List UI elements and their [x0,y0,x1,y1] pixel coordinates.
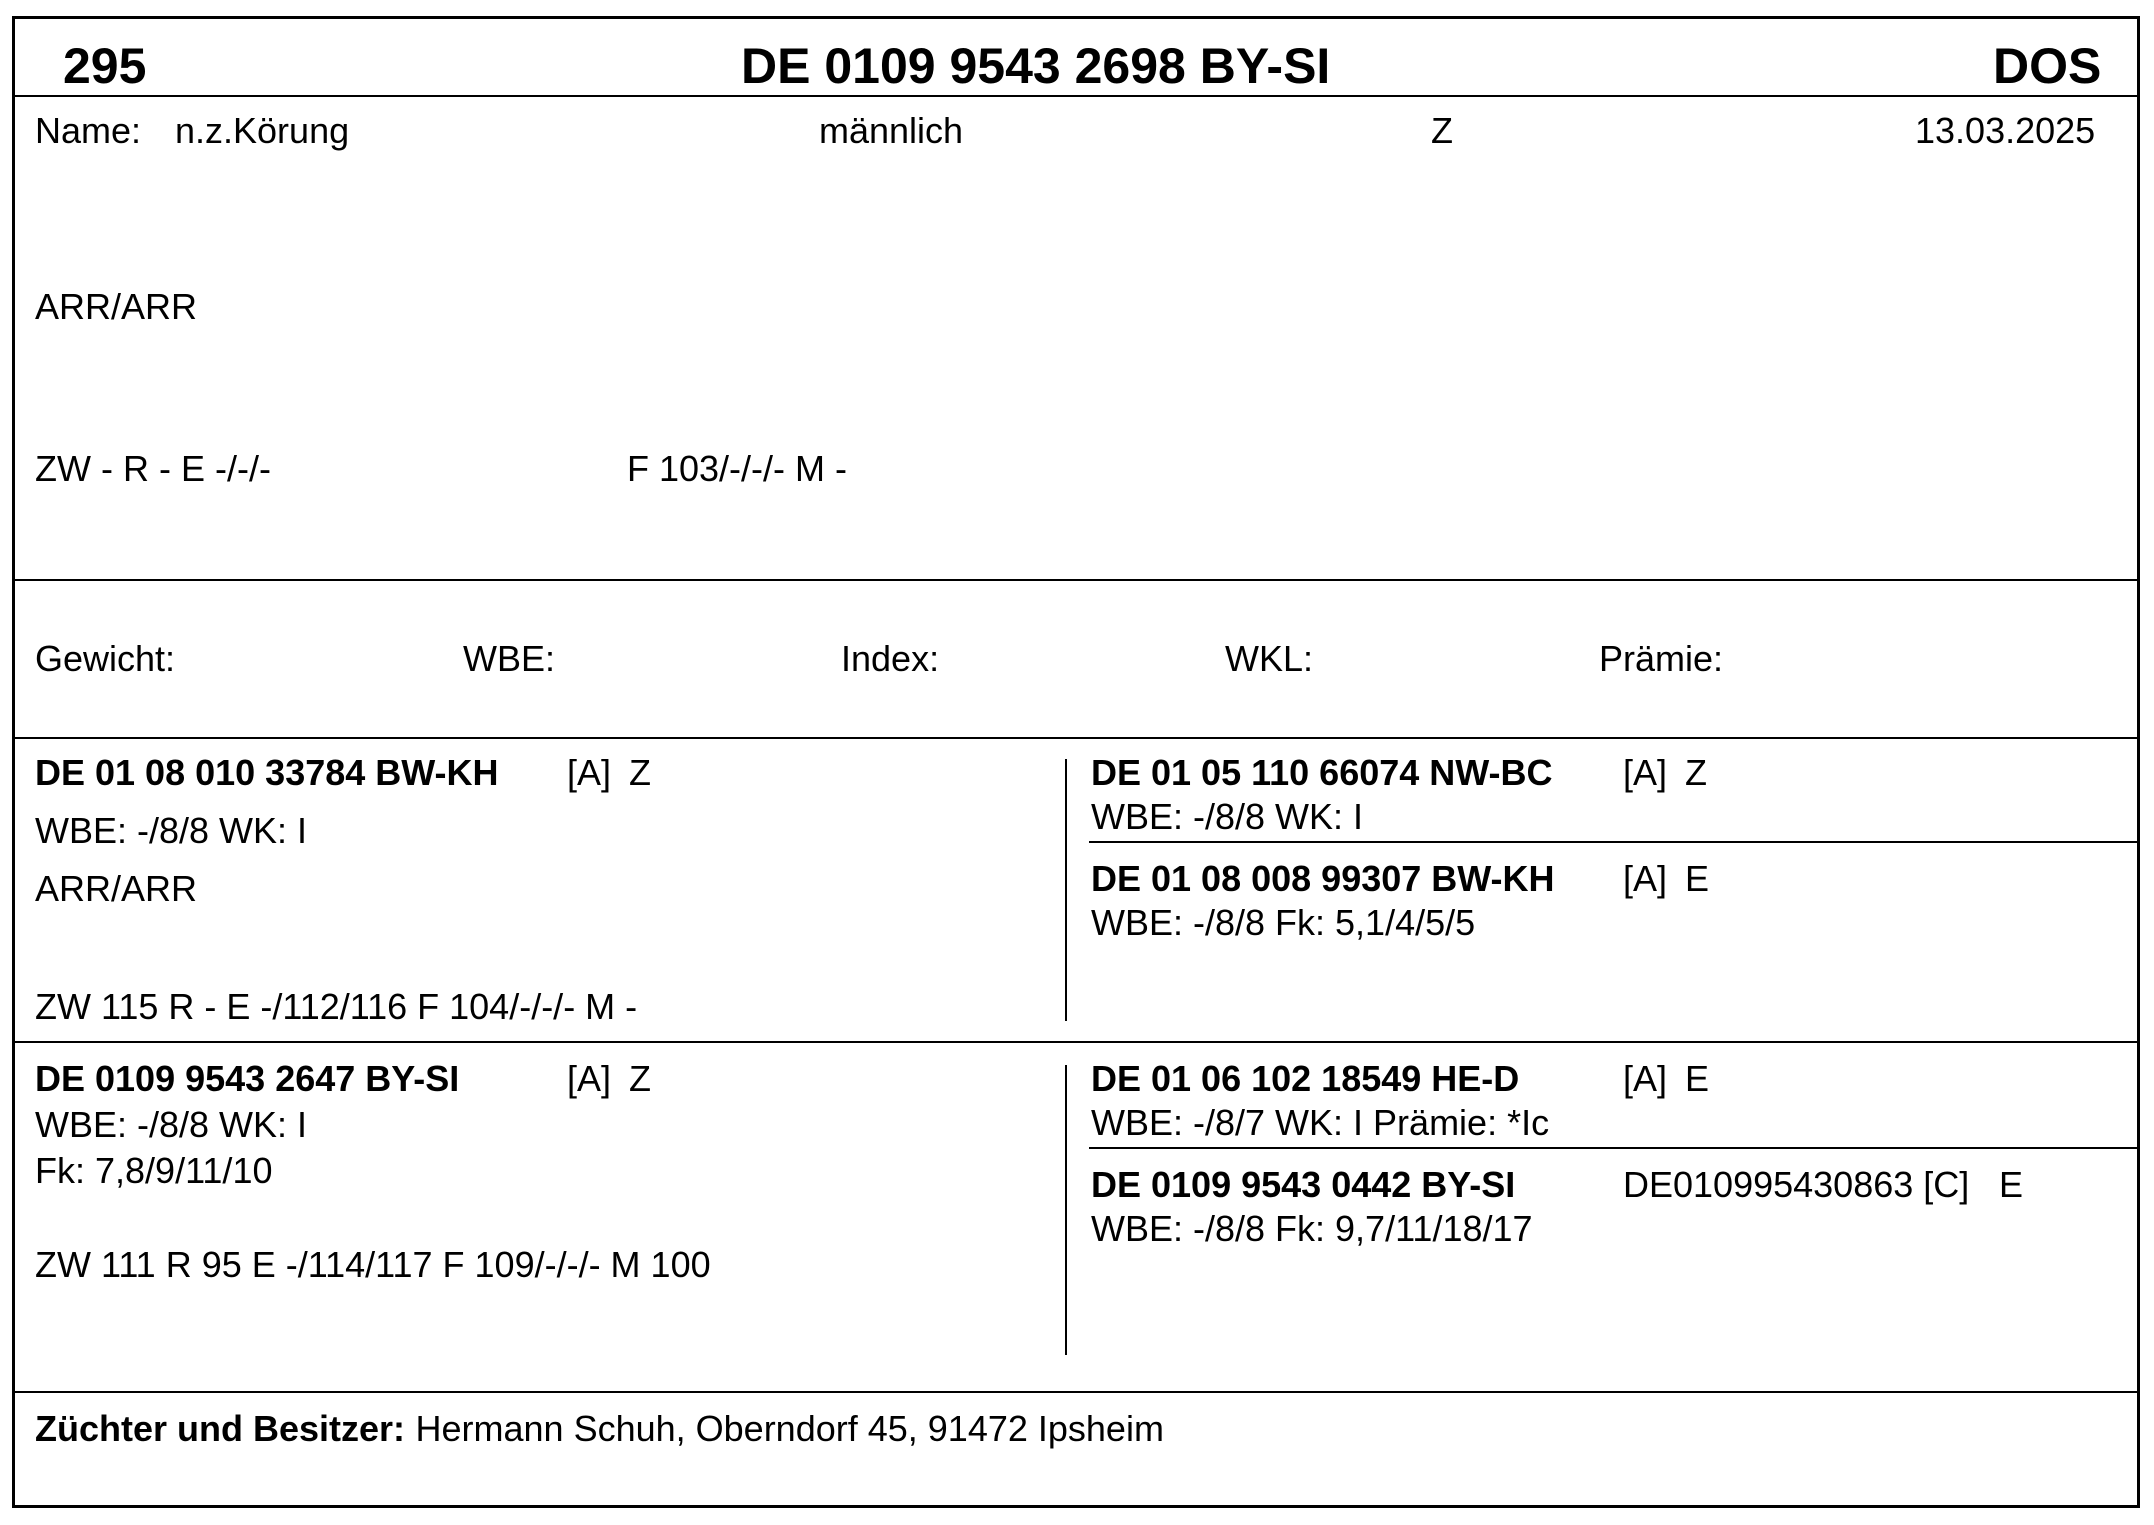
dam-wbe: WBE: -/8/8 WK: I [35,1104,308,1145]
sire-sire-tag: [A] [1623,752,1668,793]
dam-breeding-values: ZW 111 R 95 E -/114/117 F 109/-/-/- M 100 [35,1244,711,1285]
dam-fk: Fk: 7,8/9/11/10 [35,1150,273,1191]
sire-dam-wbe: WBE: -/8/8 Fk: 5,1/4/5/5 [1091,902,1476,943]
sire-dam-section-divider [15,1041,2137,1043]
name-value: n.z.Körung [175,110,350,151]
sire-breeding-values: ZW 115 R - E -/112/116 F 104/-/-/- M - [35,986,638,1027]
sire-sire-id: DE 01 05 110 66074 NW-BC [1091,752,1553,793]
dam-sire-id: DE 01 06 102 18549 HE-D [1091,1058,1520,1099]
sire-wbe: WBE: -/8/8 WK: I [35,810,308,851]
animal-card [12,16,2140,1508]
dam-dam-id: DE 0109 9543 0442 BY-SI [1091,1164,1516,1205]
sire-column-divider [1065,759,1067,1021]
breed-code: DOS [1993,38,2102,94]
weight-label: Gewicht: [35,638,176,679]
breeder-divider [15,1391,2137,1393]
dam-sire-tag: [A] [1623,1058,1668,1099]
wkl-label: WKL: [1225,638,1314,679]
sire-dam-code: E [1685,858,1710,899]
breeder-line [35,1408,1164,1449]
breeding-values-left: ZW - R - E -/-/- [35,448,271,489]
genotype: ARR/ARR [35,286,198,327]
sire-parents-divider [1089,841,2137,843]
sire-sire-code: Z [1685,752,1707,793]
sex: männlich [819,110,964,151]
sire-dam-tag: [A] [1623,858,1668,899]
sire-dam-id: DE 01 08 008 99307 BW-KH [1091,858,1555,899]
dam-parents-divider [1089,1147,2137,1149]
animal-id: DE 0109 9543 2698 BY-SI [741,38,1331,94]
dam-dam-tag: DE010995430863 [C] [1623,1164,1970,1205]
sire-genotype: ARR/ARR [35,868,198,909]
sire-tag: [A] [567,752,612,793]
header-divider [15,95,2137,97]
dam-sire-wbe: WBE: -/8/7 WK: I Prämie: *Ic [1091,1102,1550,1143]
name-label: Name: [35,110,142,151]
dam-id: DE 0109 9543 2647 BY-SI [35,1058,460,1099]
sire-id: DE 01 08 010 33784 BW-KH [35,752,499,793]
sire-sire-wbe: WBE: -/8/8 WK: I [1091,796,1364,837]
breeder-label: Züchter und Besitzer: [35,1408,406,1449]
dam-dam-wbe: WBE: -/8/8 Fk: 9,7/11/18/17 [1091,1208,1533,1249]
sire-code: Z [629,752,651,793]
dam-tag: [A] [567,1058,612,1099]
breeding-values-right: F 103/-/-/- M - [627,448,848,489]
catalog-number: 295 [63,38,147,94]
praemie-label: Prämie: [1599,638,1724,679]
breeder-value: Hermann Schuh, Oberndorf 45, 91472 Ipsheim [415,1408,1164,1449]
dam-sire-code: E [1685,1058,1710,1099]
wbe-label: WBE: [463,638,556,679]
status-code: Z [1431,110,1453,151]
index-label: Index: [841,638,940,679]
dam-dam-code: E [1999,1164,2024,1205]
performance-divider [15,737,2137,739]
dam-code: Z [629,1058,651,1099]
dam-column-divider [1065,1065,1067,1355]
info-divider [15,579,2137,581]
date: 13.03.2025 [1915,110,2096,151]
